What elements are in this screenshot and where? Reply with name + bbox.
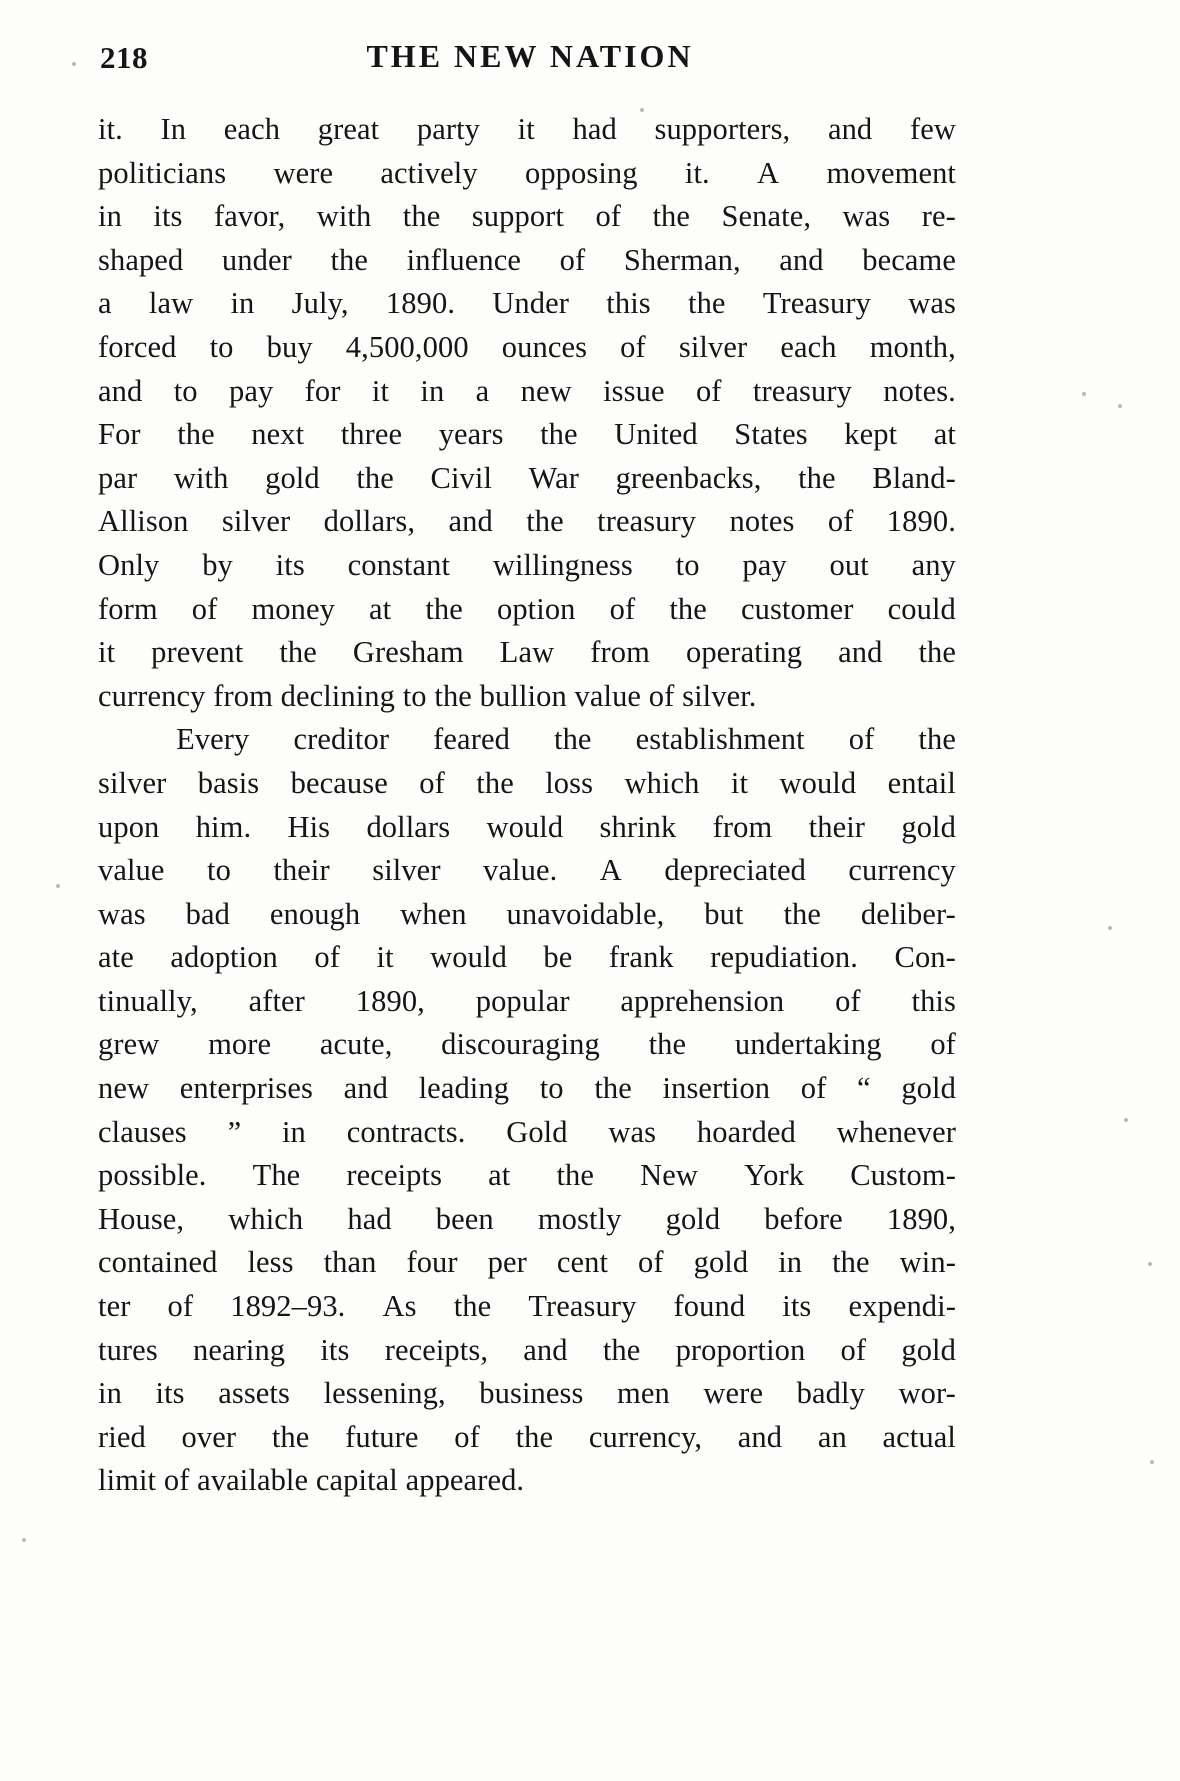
text-line: For the next three years the United States kept at bbox=[98, 417, 956, 452]
running-title: THE NEW NATION bbox=[366, 38, 694, 74]
page-speck bbox=[1108, 926, 1112, 930]
text-line: Allison silver dollars, and the treasury notes of 1890. bbox=[98, 504, 956, 539]
body-text bbox=[98, 108, 958, 1503]
page-speck bbox=[72, 62, 76, 66]
page-speck bbox=[1124, 1118, 1128, 1122]
text-line: and to pay for it in a new issue of treasury notes. bbox=[98, 373, 956, 408]
text-line: ried over the future of the currency, and an actual bbox=[98, 1419, 956, 1454]
page-header bbox=[90, 38, 970, 84]
paragraph bbox=[98, 108, 958, 718]
text-line: a law in July, 1890. Under this the Treasury was bbox=[98, 286, 956, 321]
text-line: form of money at the option of the customer could bbox=[98, 591, 956, 626]
text-line: contained less than four per cent of gold in the win- bbox=[98, 1245, 956, 1280]
text-line: value to their silver value. A depreciated currency bbox=[98, 853, 956, 888]
page-speck bbox=[56, 884, 60, 888]
page-speck bbox=[1118, 404, 1122, 408]
text-line: was bad enough when unavoidable, but the deliber- bbox=[98, 896, 956, 931]
page-number: 218 bbox=[100, 40, 148, 75]
text-line: forced to buy 4,500,000 ounces of silver each month, bbox=[98, 329, 956, 364]
text-line: clauses ” in contracts. Gold was hoarded whenever bbox=[98, 1114, 956, 1149]
text-line: politicians were actively opposing it. A movement bbox=[98, 155, 956, 190]
text-line: silver basis because of the loss which it would entail bbox=[98, 765, 956, 800]
text-line: upon him. His dollars would shrink from their gold bbox=[98, 809, 956, 844]
text-line: shaped under the influence of Sherman, and became bbox=[98, 242, 956, 277]
text-line: tinually, after 1890, popular apprehension of this bbox=[98, 983, 956, 1018]
text-line: ter of 1892–93. As the Treasury found its expendi- bbox=[98, 1289, 956, 1324]
paragraph bbox=[98, 718, 958, 1503]
page-speck bbox=[1148, 1262, 1152, 1266]
text-line: limit of available capital appeared. bbox=[98, 1463, 525, 1498]
text-line: new enterprises and leading to the insertion of “ gold bbox=[98, 1071, 956, 1106]
text-line: it. In each great party it had supporters, and few bbox=[98, 112, 956, 146]
page-speck bbox=[1150, 1460, 1154, 1464]
text-line: currency from declining to the bullion value of silver. bbox=[98, 678, 757, 713]
text-line: in its assets lessening, business men were badly wor- bbox=[98, 1376, 956, 1411]
text-line: tures nearing its receipts, and the proportion of gold bbox=[98, 1332, 956, 1367]
text-line: possible. The receipts at the New York Custom- bbox=[98, 1158, 956, 1193]
text-line: ate adoption of it would be frank repudiation. Con- bbox=[98, 940, 956, 975]
text-line: Only by its constant willingness to pay out any bbox=[98, 547, 956, 582]
text-line: in its favor, with the support of the Senate, was re- bbox=[98, 199, 956, 234]
text-line: it prevent the Gresham Law from operating and the bbox=[98, 635, 956, 670]
text-line: par with gold the Civil War greenbacks, the Bland- bbox=[98, 460, 956, 495]
page-speck bbox=[22, 1538, 26, 1542]
text-line: House, which had been mostly gold before 1890, bbox=[98, 1201, 956, 1236]
page-speck bbox=[640, 108, 644, 112]
text-line: grew more acute, discouraging the undertaking of bbox=[98, 1027, 956, 1062]
text-line: Every creditor feared the establishment of the bbox=[176, 722, 956, 757]
page-speck bbox=[1082, 392, 1086, 396]
